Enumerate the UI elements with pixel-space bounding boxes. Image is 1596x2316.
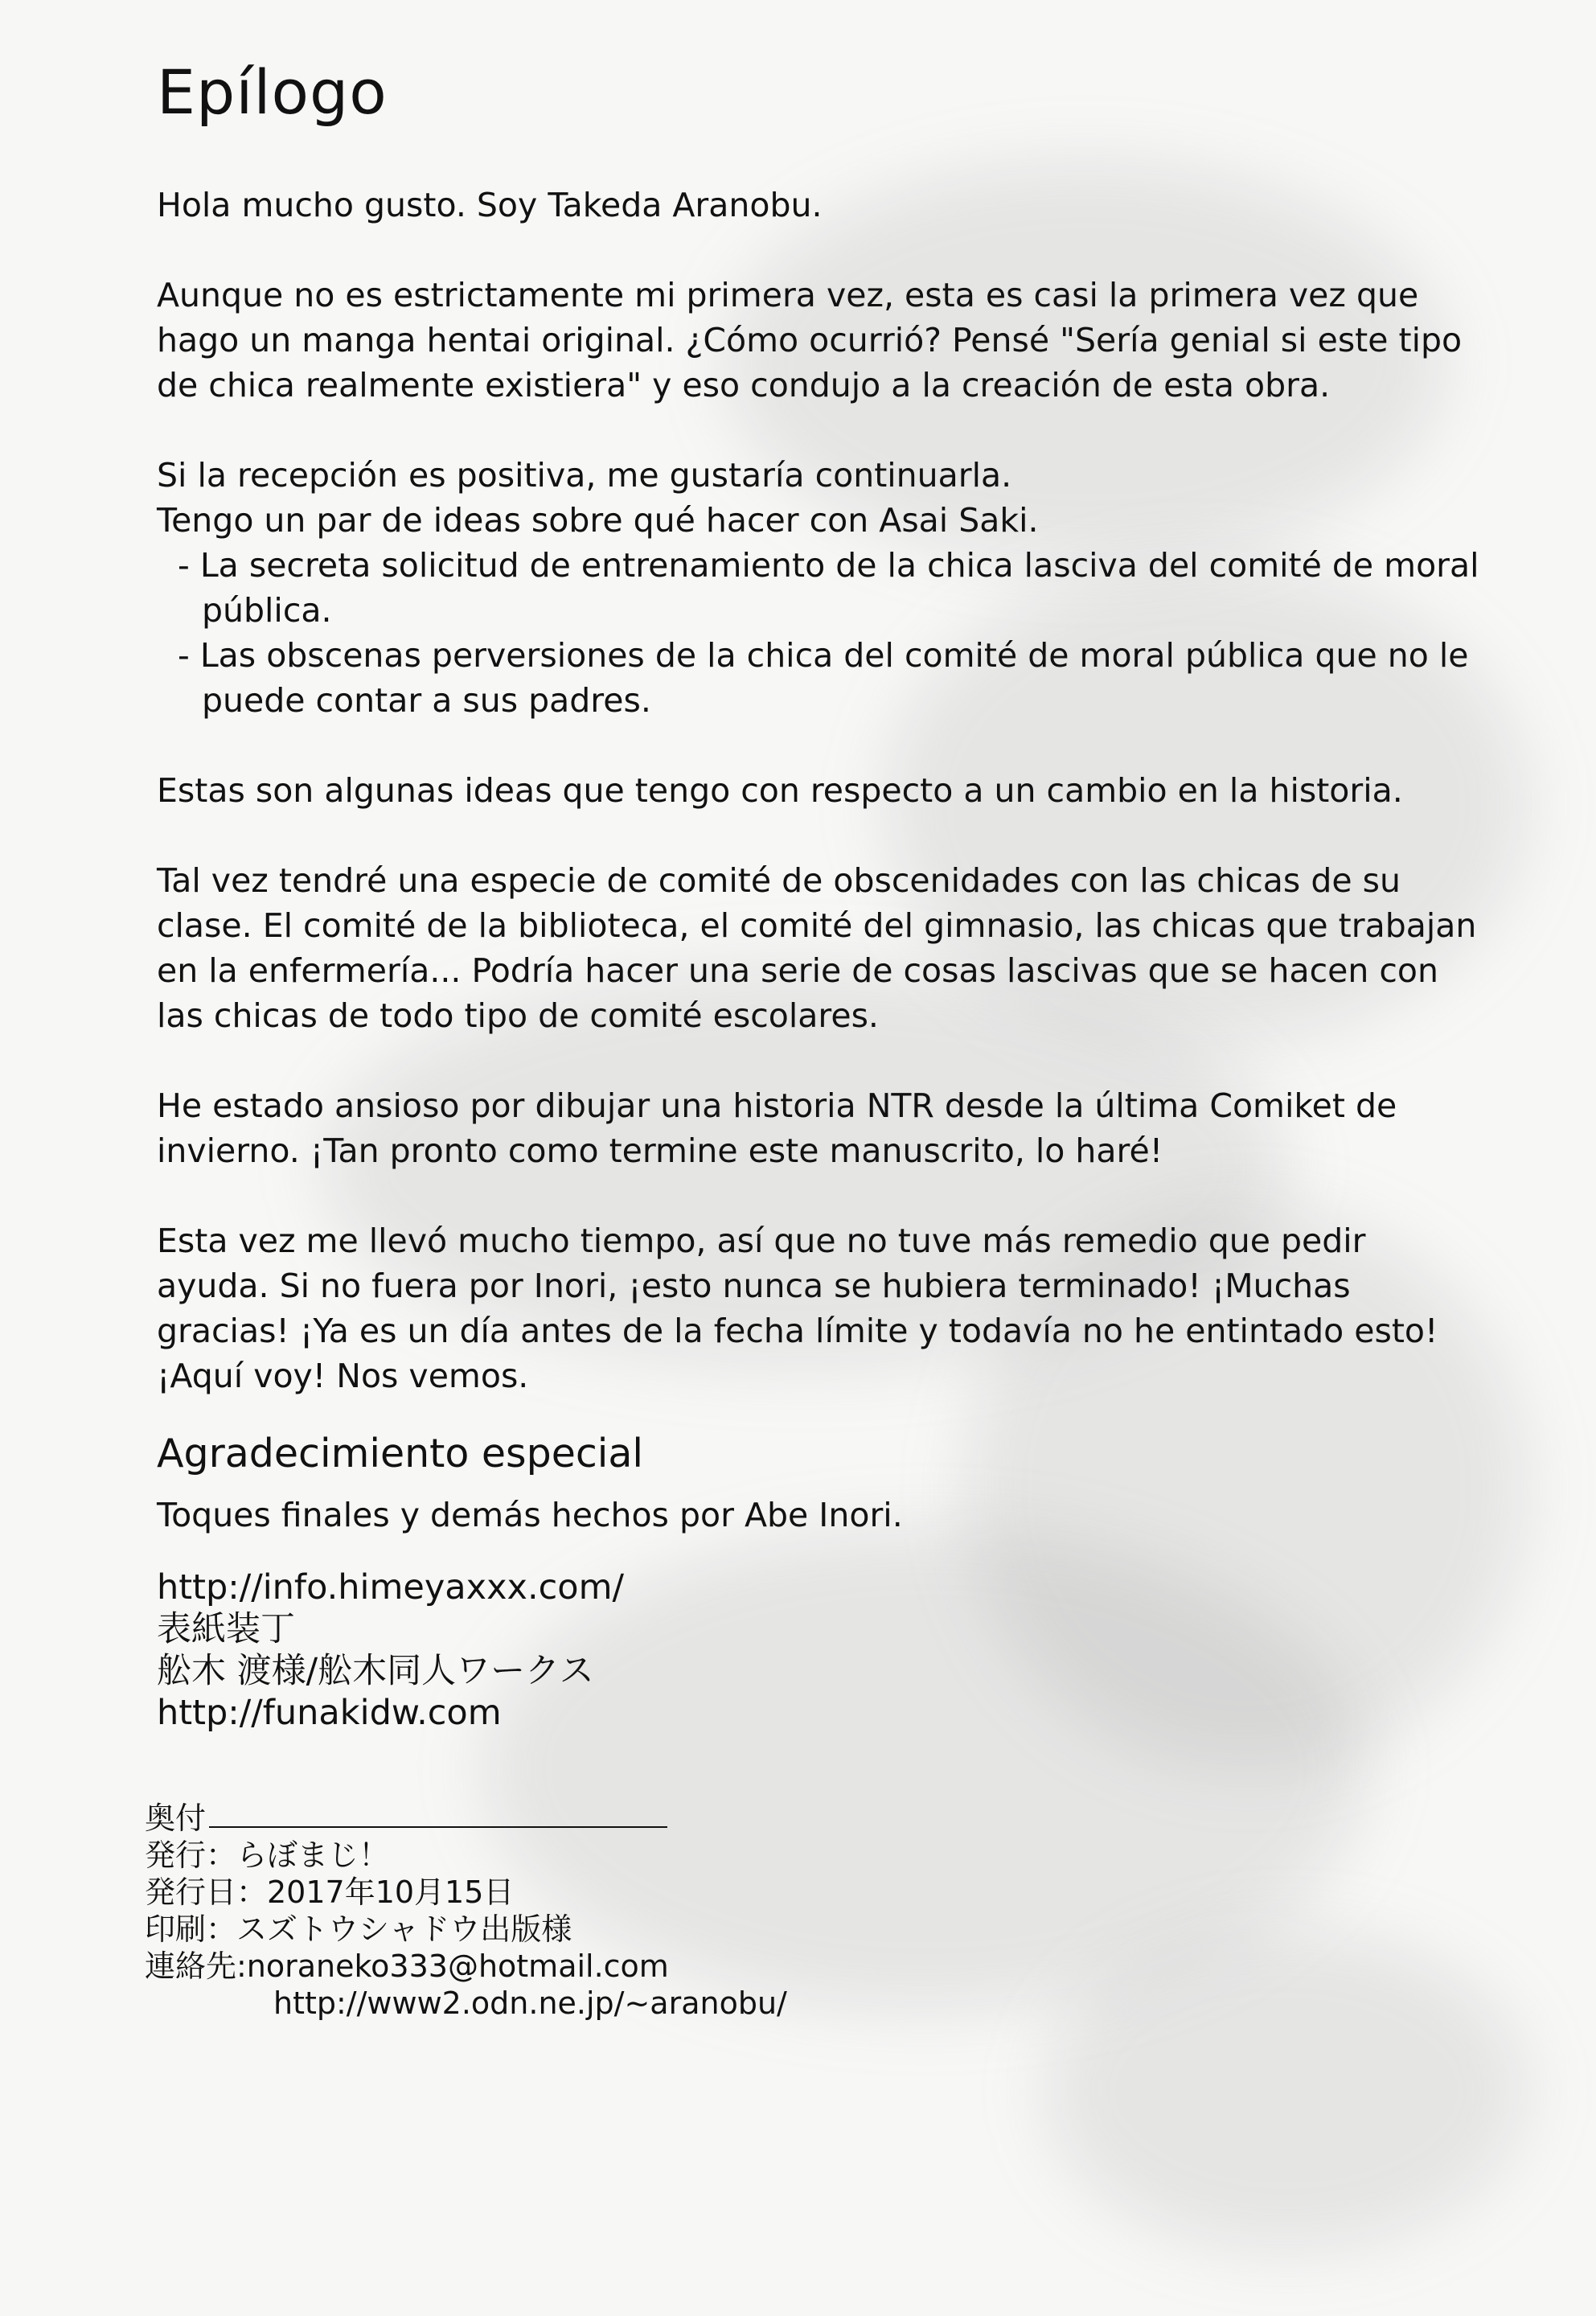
colophon-heading: 奥付 xyxy=(145,1801,207,1836)
credit-url: http://info.himeyaxxx.com/ xyxy=(157,1567,624,1608)
story-change-paragraph: Estas son algunas ideas que tengo con respecto a un cambio en la historia. xyxy=(157,771,1403,810)
special-thanks-text: Toques finales y demás hechos por Abe Inori. xyxy=(157,1496,903,1534)
colophon-url: http://www2.odn.ne.jp/~aranobu/ xyxy=(273,1985,787,2021)
greeting-paragraph: Hola mucho gusto. Soy Takeda Aranobu. xyxy=(157,186,823,224)
credit-url: http://funakidw.com xyxy=(157,1693,502,1733)
ideas-lead: Tengo un par de ideas sobre qué hacer con Asai Saki. xyxy=(157,501,1039,540)
special-thanks-heading: Agradecimiento especial xyxy=(157,1431,644,1476)
colophon-publisher: 発行：らぼまじ！ xyxy=(145,1838,390,1873)
ntr-paragraph: He estado ansioso por dibujar una historia NTR desde la última Comiket de invierno. ¡Tan pronto como termine este manuscrito, lo haré! xyxy=(157,1086,1397,1170)
credits-block xyxy=(157,1567,1483,1734)
ideas-intro: Si la recepción es positiva, me gustaría continuarla. xyxy=(157,456,1012,495)
ideas-list xyxy=(157,543,1483,723)
thanks-paragraph: Esta vez me llevó mucho tiempo, así que no tuve más remedio que pedir ayuda. Si no fuera por Inori, ¡esto nunca se hubiera terminado! ¡Muchas gracias! ¡Ya es un día antes de la fecha límite y todavía no he entintado esto! ¡Aquí voy! Nos vemos. xyxy=(157,1222,1438,1395)
credit-cover-design: 表紙装丁 xyxy=(157,1609,295,1649)
page-title: Epílogo xyxy=(157,56,388,128)
colophon-date: 発行日：2017年10月15日 xyxy=(145,1875,515,1910)
committee-paragraph: Tal vez tendré una especie de comité de obscenidades con las chicas de su clase. El comité de la biblioteca, el comité del gimnasio, las chicas que trabajan en la enfermería... Podría hacer una serie de cosas lascivas que se hacen con las chicas de todo tipo de comité escolares. xyxy=(157,861,1477,1035)
colophon-contact: 連絡先:noraneko333@hotmail.com xyxy=(145,1948,669,1984)
credit-designer: 舩木 渡様/舩木同人ワークス xyxy=(157,1651,594,1691)
colophon xyxy=(145,1800,787,2022)
origin-paragraph: Aunque no es estrictamente mi primera vez, esta es casi la primera vez que hago un manga hentai original. ¿Cómo ocurrió? Pensé "Sería genial si este tipo de chica realmente existiera" y eso condujo a la creación de esta obra. xyxy=(157,276,1463,404)
idea-item: - Las obscenas perversiones de la chica del comité de moral pública que no le puede contar a sus padres. xyxy=(178,636,1469,720)
idea-item: - La secreta solicitud de entrenamiento de la chica lasciva del comité de moral pública. xyxy=(178,546,1479,630)
colophon-printer: 印刷：スズトウシャドウ出版様 xyxy=(145,1912,572,1947)
epilogue-page xyxy=(157,56,1483,1734)
colophon-rule xyxy=(209,1826,667,1828)
ideas-block xyxy=(157,453,1483,543)
